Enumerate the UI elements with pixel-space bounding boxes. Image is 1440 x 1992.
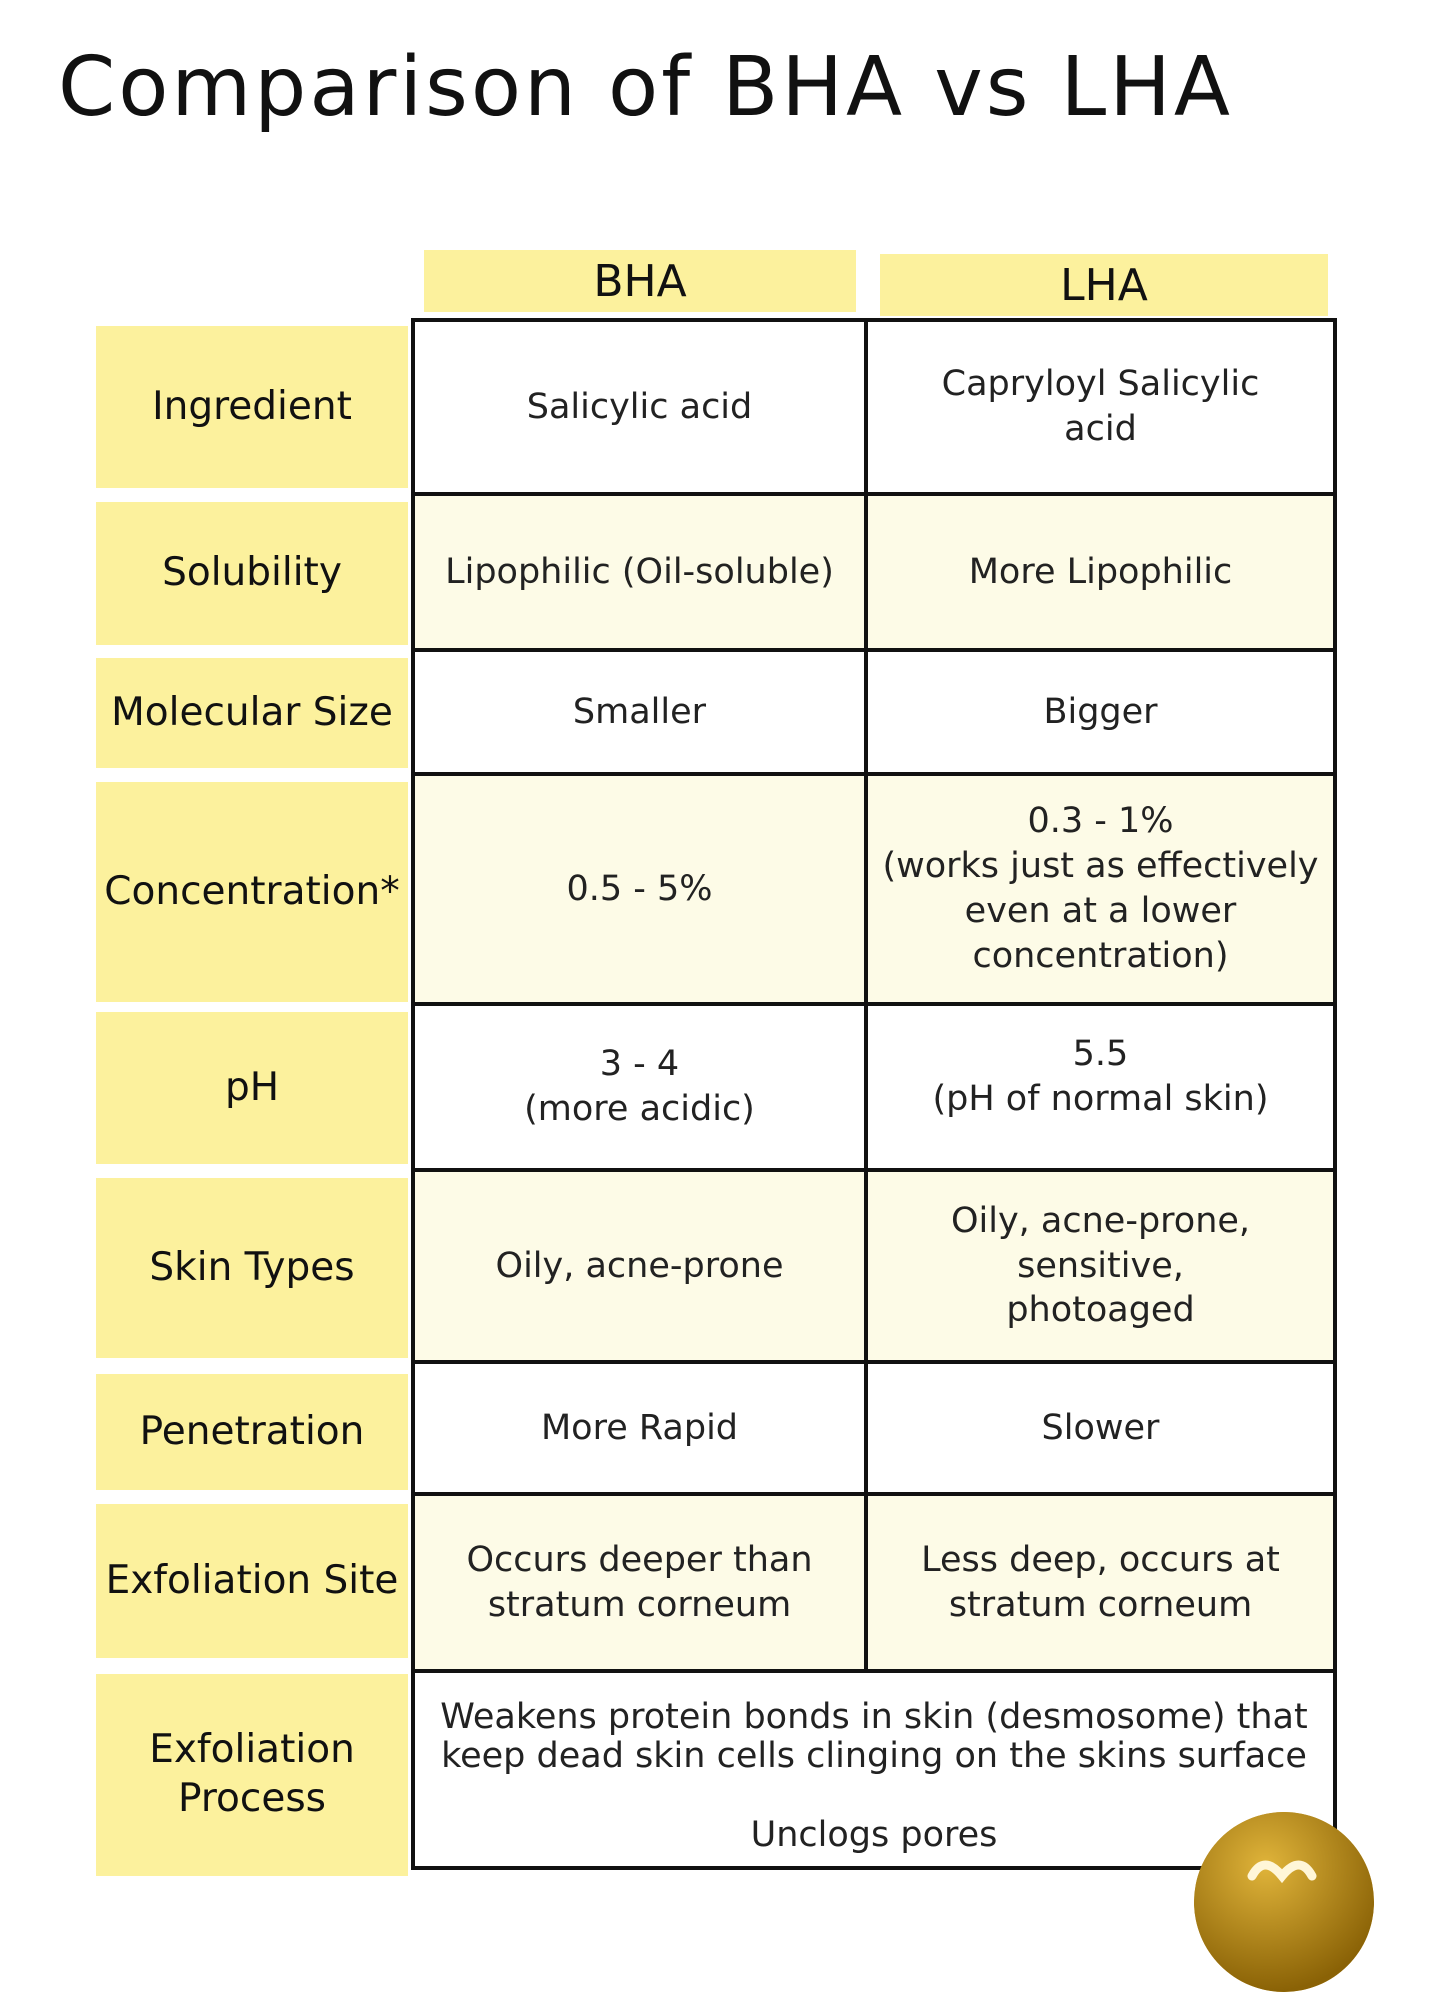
comparison-table [411, 318, 1337, 1870]
row-label-ingredient: Ingredient [96, 326, 408, 488]
exfoliation-process-note: Unclogs pores [750, 1815, 998, 1855]
row-label-penetration: Penetration [96, 1374, 408, 1490]
row-label-ph: pH [96, 1012, 408, 1164]
row-label-exfoliation-process: Exfoliation Process [96, 1674, 408, 1876]
cell-penetration-bha: More Rapid [540, 1407, 739, 1448]
cell-exfoliation-site-bha: Occurs deeper than stratum corneum [415, 1496, 864, 1669]
cell-molecular-size-bha: Smaller [572, 691, 707, 732]
cell-concentration-lha: 0.3 - 1% (works just as effectively even at a lower concentration) [868, 776, 1333, 1002]
exfoliation-process-description: Weakens protein bonds in skin (desmosome) that keep dead skin cells clinging on the skins surface [440, 1697, 1308, 1777]
cell-solubility-lha: More Lipophilic [868, 496, 1333, 648]
brand-logo-icon [1194, 1812, 1374, 1992]
cell-molecular-size-lha: Bigger [1043, 691, 1158, 732]
cell-skin-types-lha: Oily, acne-prone, sensitive, photoaged [868, 1172, 1333, 1360]
cell-ph-bha: 3 - 4 (more acidic) [524, 1044, 755, 1129]
column-header-lha: LHA [880, 254, 1328, 316]
cell-concentration-bha: 0.5 - 5% [415, 776, 864, 1002]
cell-skin-types-bha: Oily, acne-prone [415, 1172, 864, 1360]
page-title: Comparison of BHA vs LHA [58, 40, 1233, 135]
row-label-exfoliation-site: Exfoliation Site [96, 1504, 408, 1658]
cell-solubility-bha: Lipophilic (Oil-soluble) [415, 496, 864, 648]
row-label-concentration: Concentration* [96, 782, 408, 1002]
column-divider [864, 322, 868, 1669]
cell-ingredient-lha: Capryloyl Salicylic acid [941, 364, 1260, 449]
row-label-molecular-size: Molecular Size [96, 658, 408, 768]
cell-penetration-lha: Slower [1041, 1407, 1160, 1448]
cell-exfoliation-site-lha: Less deep, occurs at stratum corneum [868, 1496, 1333, 1669]
row-label-skin-types: Skin Types [96, 1178, 408, 1358]
cell-ingredient-bha: Salicylic acid [526, 386, 753, 427]
column-header-bha: BHA [424, 250, 856, 312]
row-label-solubility: Solubility [96, 502, 408, 645]
cell-ph-lha: 5.5 (pH of normal skin) [932, 1034, 1269, 1119]
